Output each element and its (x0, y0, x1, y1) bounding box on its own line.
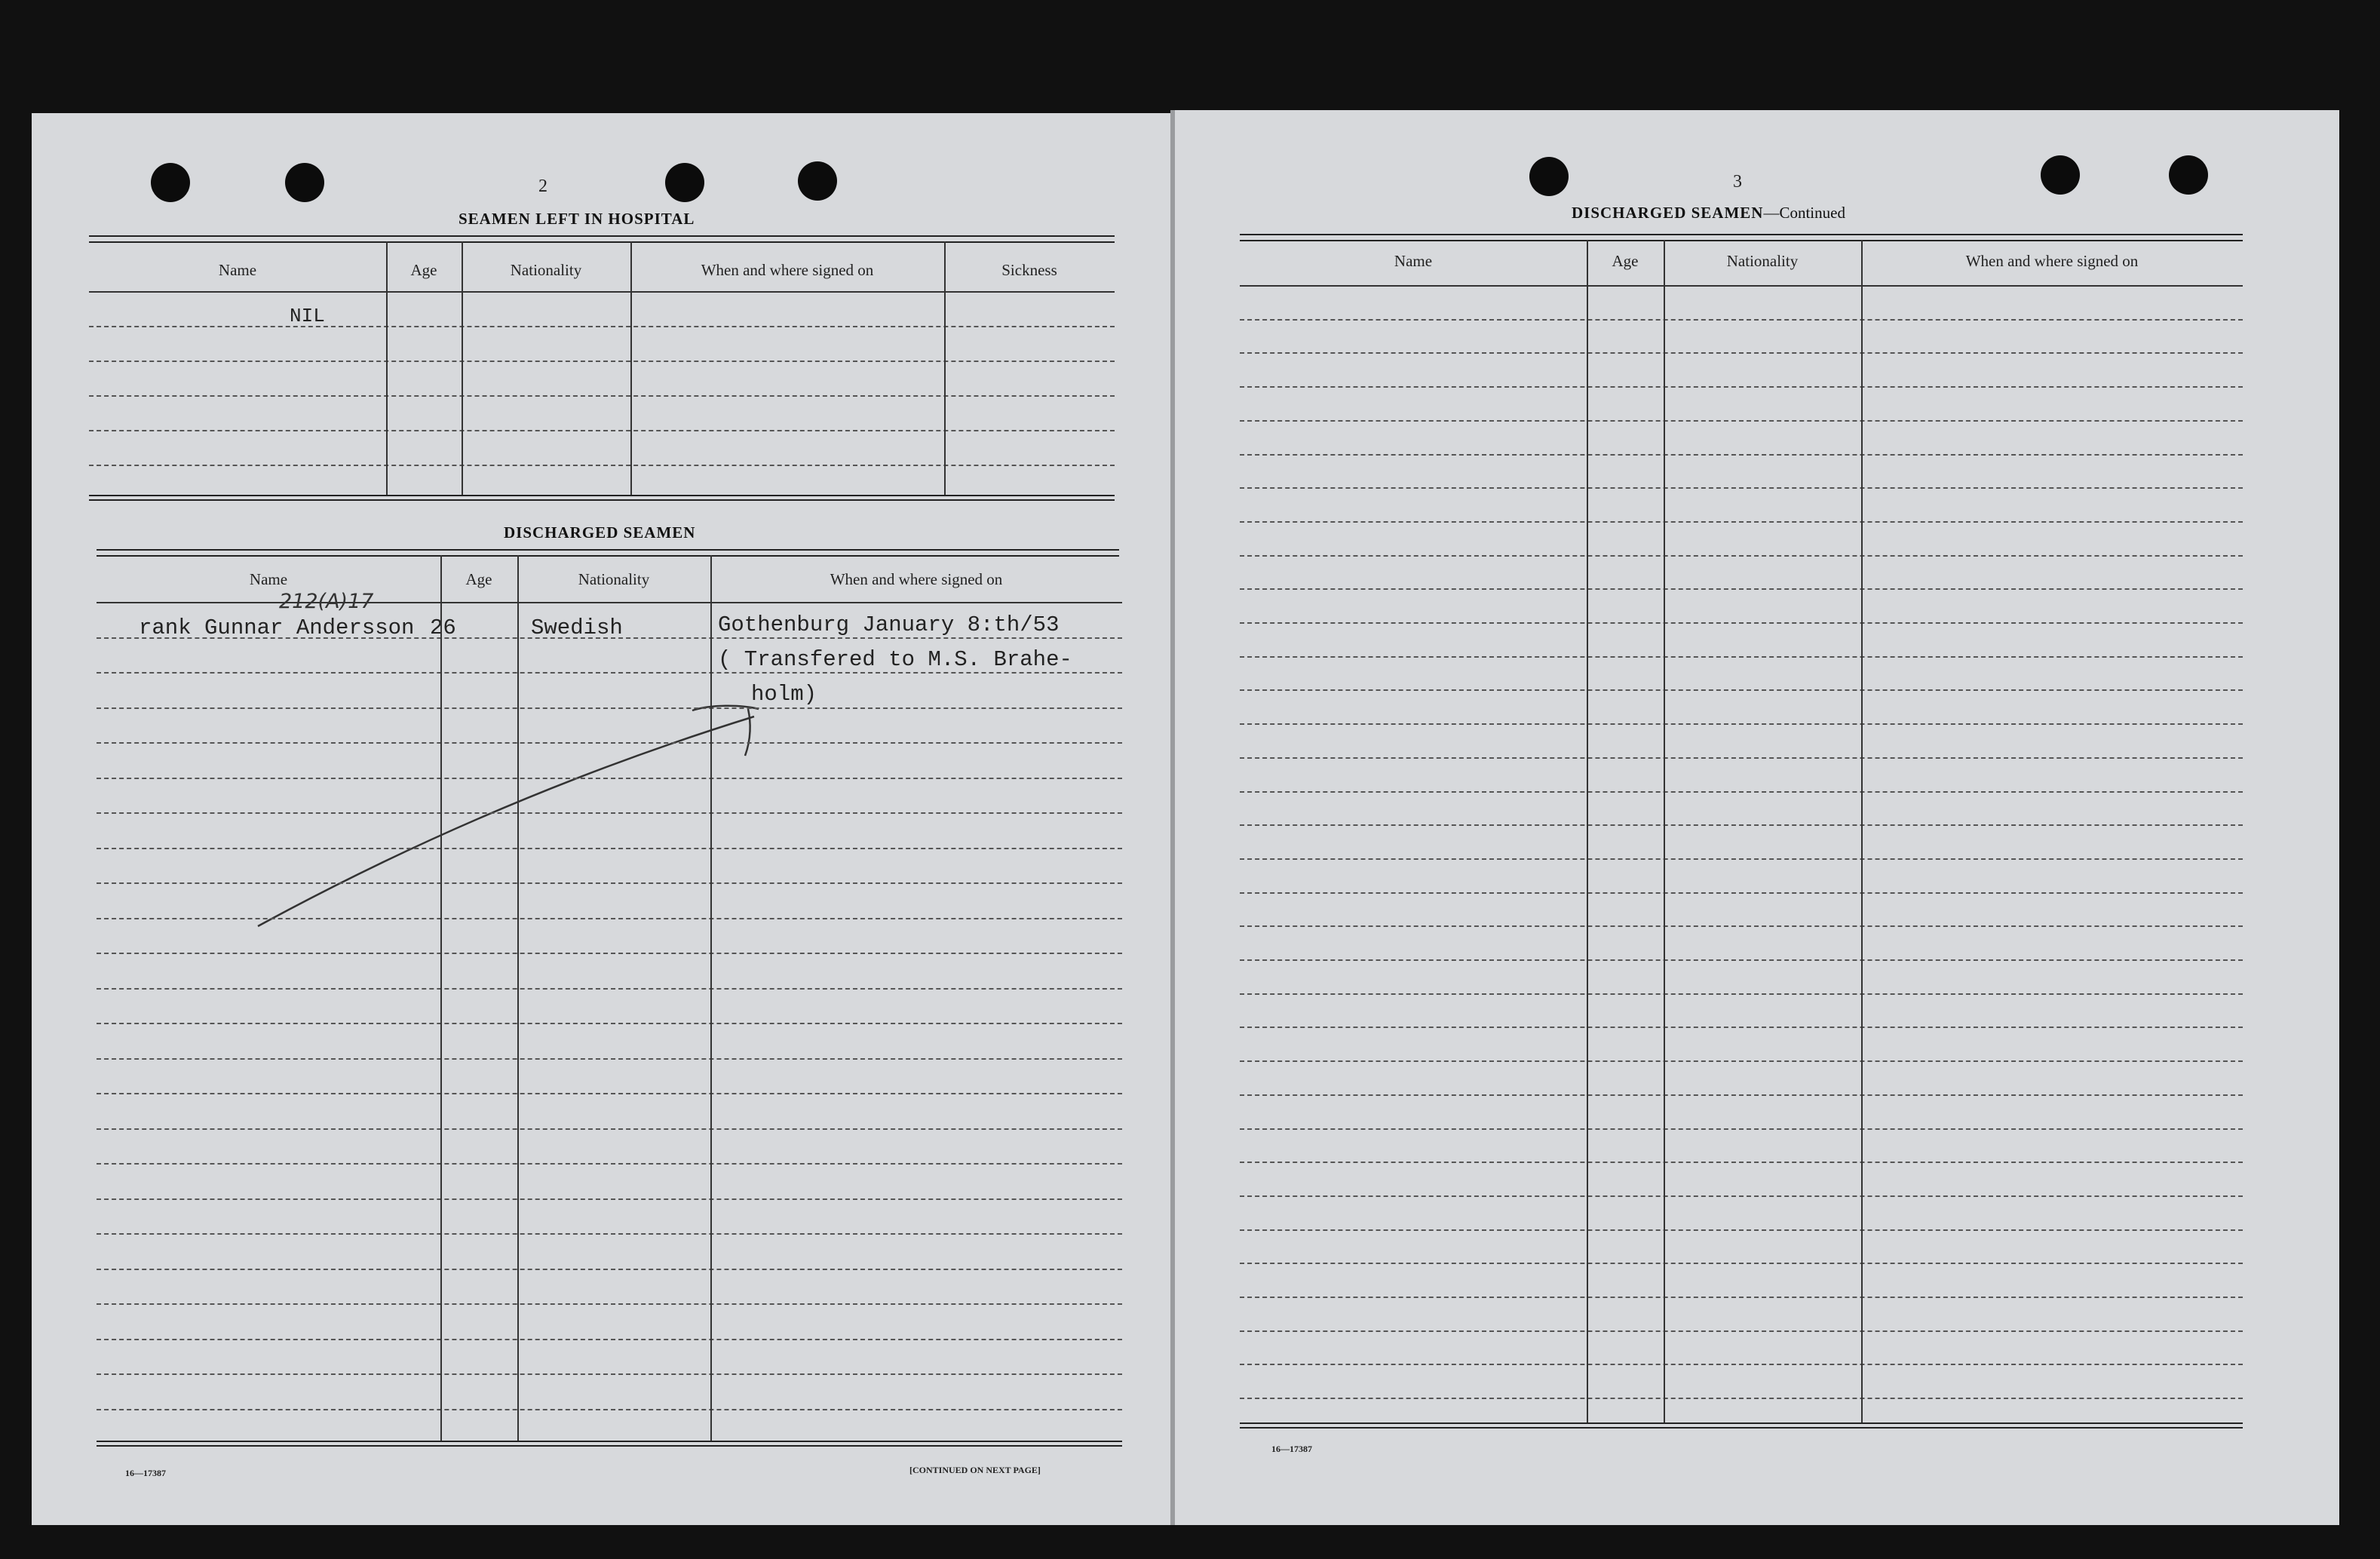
column-header: Age (465, 570, 492, 588)
row-line (97, 848, 1122, 849)
column-header: Sickness (1001, 261, 1057, 279)
row-line (97, 1269, 1122, 1270)
row-line (1240, 420, 2243, 422)
handwritten-annotation: 212(A)17 (279, 590, 374, 613)
column-divider (1664, 240, 1665, 1422)
row-line (97, 812, 1122, 814)
column-divider (710, 555, 712, 1441)
form-number: 16—17387 (125, 1468, 166, 1478)
section-double-rule (1240, 234, 2243, 241)
row-line (89, 430, 1115, 431)
row-line (97, 637, 1122, 639)
row-line (1240, 1263, 2243, 1264)
column-header: Nationality (510, 261, 582, 279)
column-header: Age (1612, 252, 1639, 270)
row-line (97, 1303, 1122, 1305)
column-divider (517, 555, 519, 1441)
row-line (1240, 1094, 2243, 1096)
row-line (97, 1163, 1122, 1165)
column-header: Name (249, 570, 288, 588)
row-line (1240, 454, 2243, 456)
row-line (97, 1058, 1122, 1060)
title-continued: —Continued (1763, 204, 1845, 222)
section-double-rule (97, 549, 1119, 557)
punch-hole (285, 163, 324, 202)
column-header: When and where signed on (1965, 252, 2139, 270)
hospital-nil-entry: NIL (290, 305, 325, 327)
row-line (1240, 1398, 2243, 1399)
row-line (97, 1198, 1122, 1200)
row-line (97, 953, 1122, 954)
column-header: Name (1394, 252, 1433, 270)
row-line (1240, 622, 2243, 624)
row-line (1240, 1027, 2243, 1028)
row-line (1240, 656, 2243, 658)
row-line (1240, 689, 2243, 691)
row-line (1240, 858, 2243, 860)
column-divider (440, 555, 442, 1441)
discharged-age: 26 (430, 615, 456, 640)
row-line (89, 361, 1115, 362)
punch-hole (798, 161, 837, 201)
header-rule (1240, 285, 2243, 287)
row-line (1240, 791, 2243, 793)
row-line (97, 742, 1122, 744)
row-line (97, 707, 1122, 709)
row-line (97, 1093, 1122, 1094)
row-line (97, 882, 1122, 884)
row-line (1240, 824, 2243, 826)
punch-hole (1529, 157, 1569, 196)
row-line (1240, 1060, 2243, 1062)
column-divider (1587, 240, 1588, 1422)
row-line (97, 1023, 1122, 1024)
table-bottom-rule (97, 1441, 1122, 1447)
row-line (1240, 925, 2243, 927)
row-line (89, 395, 1115, 397)
row-line (1240, 1195, 2243, 1197)
discharged-name: rank Gunnar Andersson (139, 615, 415, 640)
column-header: Nationality (1726, 252, 1799, 270)
row-line (1240, 1128, 2243, 1130)
row-line (1240, 1364, 2243, 1365)
discharged-section-title: DISCHARGED SEAMEN (504, 523, 696, 542)
title-main: DISCHARGED SEAMEN (1572, 204, 1764, 222)
row-line (97, 1409, 1122, 1410)
row-line (97, 918, 1122, 919)
hospital-section-title: SEAMEN LEFT IN HOSPITAL (459, 210, 695, 228)
signed-on-line-2: ( Transfered to M.S. Brahe- (718, 647, 1072, 672)
punch-hole (2041, 155, 2080, 195)
row-line (1240, 959, 2243, 961)
row-line (97, 1128, 1122, 1130)
discharged-continued-title (1572, 204, 1845, 222)
left-page (32, 113, 1172, 1525)
row-line (1240, 892, 2243, 894)
row-line (1240, 521, 2243, 523)
row-line (97, 1373, 1122, 1375)
discharged-nationality: Swedish (531, 615, 623, 640)
continued-note: [CONTINUED ON NEXT PAGE] (909, 1465, 1041, 1475)
header-rule (89, 291, 1115, 293)
section-double-rule (89, 235, 1115, 243)
row-line (1240, 1229, 2243, 1231)
row-line (97, 988, 1122, 990)
row-line (1240, 1330, 2243, 1332)
signed-on-line-1: Gothenburg January 8:th/53 (718, 612, 1060, 637)
row-line (97, 778, 1122, 779)
punch-hole (151, 163, 190, 202)
row-line (1240, 386, 2243, 388)
row-line (1240, 319, 2243, 321)
row-line (1240, 1162, 2243, 1163)
column-header: When and where signed on (701, 261, 874, 279)
row-line (1240, 352, 2243, 354)
page-number: 2 (538, 176, 547, 196)
row-line (89, 465, 1115, 466)
column-header: Nationality (578, 570, 650, 588)
header-rule (97, 602, 1122, 603)
row-line (97, 672, 1122, 674)
table-bottom-rule (89, 495, 1115, 501)
table-bottom-rule (1240, 1422, 2243, 1429)
column-header: Age (410, 261, 437, 279)
column-divider (1861, 240, 1863, 1422)
column-header: Name (218, 261, 257, 279)
row-line (89, 326, 1115, 327)
row-line (1240, 723, 2243, 725)
page-fold (1170, 110, 1175, 1525)
punch-hole (665, 163, 704, 202)
page-number: 3 (1733, 172, 1742, 192)
punch-hole (2169, 155, 2208, 195)
pen-stroke (32, 113, 1172, 1525)
row-line (1240, 487, 2243, 489)
column-header: When and where signed on (830, 570, 1003, 588)
signed-on-line-3: holm) (751, 682, 817, 707)
row-line (97, 1233, 1122, 1235)
row-line (1240, 555, 2243, 557)
row-line (1240, 1297, 2243, 1298)
right-page (1173, 110, 2339, 1525)
form-number: 16—17387 (1271, 1444, 1312, 1454)
row-line (1240, 757, 2243, 759)
row-line (97, 1339, 1122, 1340)
row-line (1240, 588, 2243, 590)
row-line (1240, 993, 2243, 995)
